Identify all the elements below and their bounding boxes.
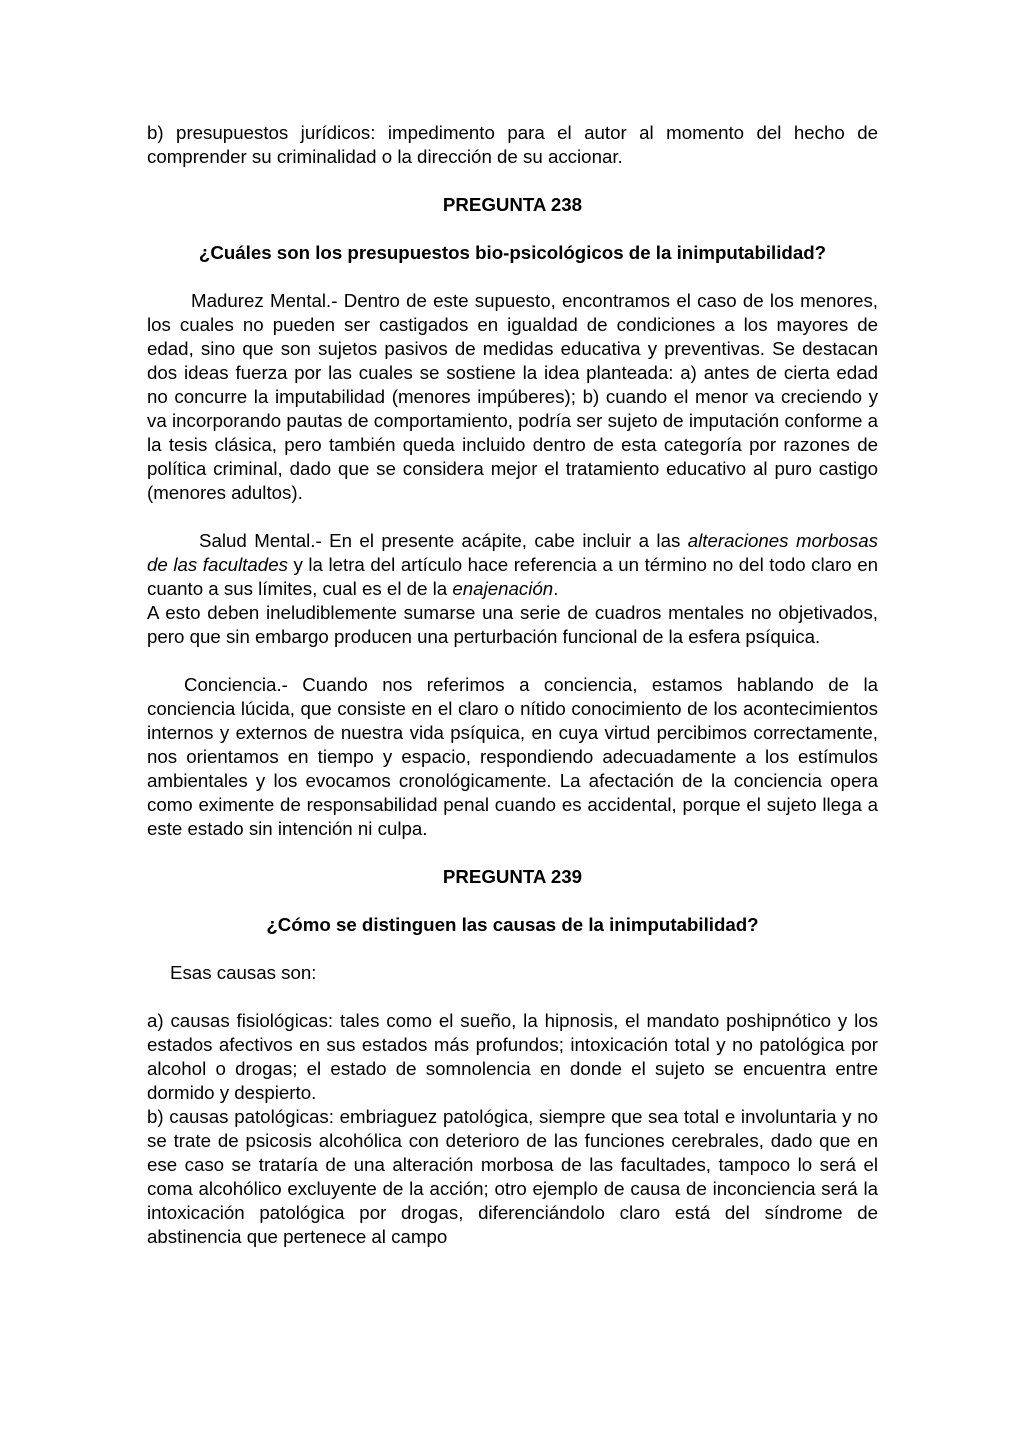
paragraph-esas-causas: Esas causas son: [170,962,317,983]
spacer [147,889,878,913]
heading-pregunta-239: PREGUNTA 239 [442,866,583,887]
spacer [147,841,878,865]
salud-text-3: . [553,578,559,599]
spacer [147,985,878,1009]
salud-text-2: y la letra del artículo hace referencia a un término no del todo claro en cuanto a sus límites, cual es el de la [147,554,879,599]
question-239: ¿Cómo se distinguen las causas de la inimputabilidad? [266,914,759,935]
salud-text-1: Salud Mental.- En el presente acápite, cabe incluir a las [199,530,688,551]
salud-italic-1: alteraciones morbosas de las facultades [147,530,878,575]
paragraph-madurez-mental: Madurez Mental.- Dentro de este supuesto, encontramos el caso de los menores, los cuales no pueden ser castigados en igualdad de condiciones a los mayores de edad, sino que son sujetos pasivos de medidas educativa y preventivas. Se destacan dos ideas fuerza por las cuales se sostiene la idea planteada: a) antes de cierta edad no concurre la imputabilidad (menores impúberes); b) cuando el menor va creciendo y va incorporando pautas de comportamiento, podría ser sujeto de imputación conforme a la tesis clásica, pero también queda incluido dentro de esta categoría por razones de política criminal, dado que se considera mejor el tratamiento educativo al puro castigo (menores adultos). [147,290,878,503]
heading-pregunta-238: PREGUNTA 238 [442,194,583,215]
paragraph-salud-mental [147,529,878,601]
spacer [147,649,878,673]
intro-paragraph-b: b) presupuestos jurídicos: impedimento para el autor al momento del hecho de comprender su criminalidad o la dirección de su accionar. [147,122,878,167]
document-page [147,121,878,1249]
spacer [147,169,878,193]
spacer [147,265,878,289]
paragraph-causas-patologicas: b) causas patológicas: embriaguez patológica, siempre que sea total e involuntaria y no se trate de psicosis alcohólica con deterioro de las funciones cerebrales, dado que en ese caso se trataría de una alteración morbosa de las facultades, tampoco lo será el coma alcohólico excluyente de la acción; otro ejemplo de causa de inconciencia será la intoxicación patológica por drogas, diferenciándolo claro está del síndrome de abstinencia que pertenece al campo [147,1106,878,1247]
salud-italic-2: enajenación [452,578,554,599]
spacer [147,505,878,529]
spacer [147,217,878,241]
paragraph-a-esto: A esto deben ineludiblemente sumarse una serie de cuadros mentales no objetivados, pero que sin embargo producen una perturbación funcional de la esfera psíquica. [147,602,878,647]
paragraph-conciencia: Conciencia.- Cuando nos referimos a conciencia, estamos hablando de la conciencia lúcida, que consiste en el claro o nítido conocimiento de los acontecimientos internos y externos de nuestra vida psíquica, en cuya virtud percibimos correctamente, nos orientamos en tiempo y espacio, respondiendo adecuadamente a los estímulos ambientales y los evocamos cronológicamente. La afectación de la conciencia opera como eximente de responsabilidad penal cuando es accidental, porque el sujeto llega a este estado sin intención ni culpa. [147,674,878,839]
question-238: ¿Cuáles son los presupuestos bio-psicológicos de la inimputabilidad? [198,242,827,263]
spacer [147,937,878,961]
paragraph-causas-fisiologicas: a) causas fisiológicas: tales como el sueño, la hipnosis, el mandato poshipnótico y los estados afectivos en sus estados más profundos; intoxicación total y no patológica por alcohol o drogas; el estado de somnolencia en donde el sujeto se encuentra entre dormido y despierto. [147,1010,878,1103]
